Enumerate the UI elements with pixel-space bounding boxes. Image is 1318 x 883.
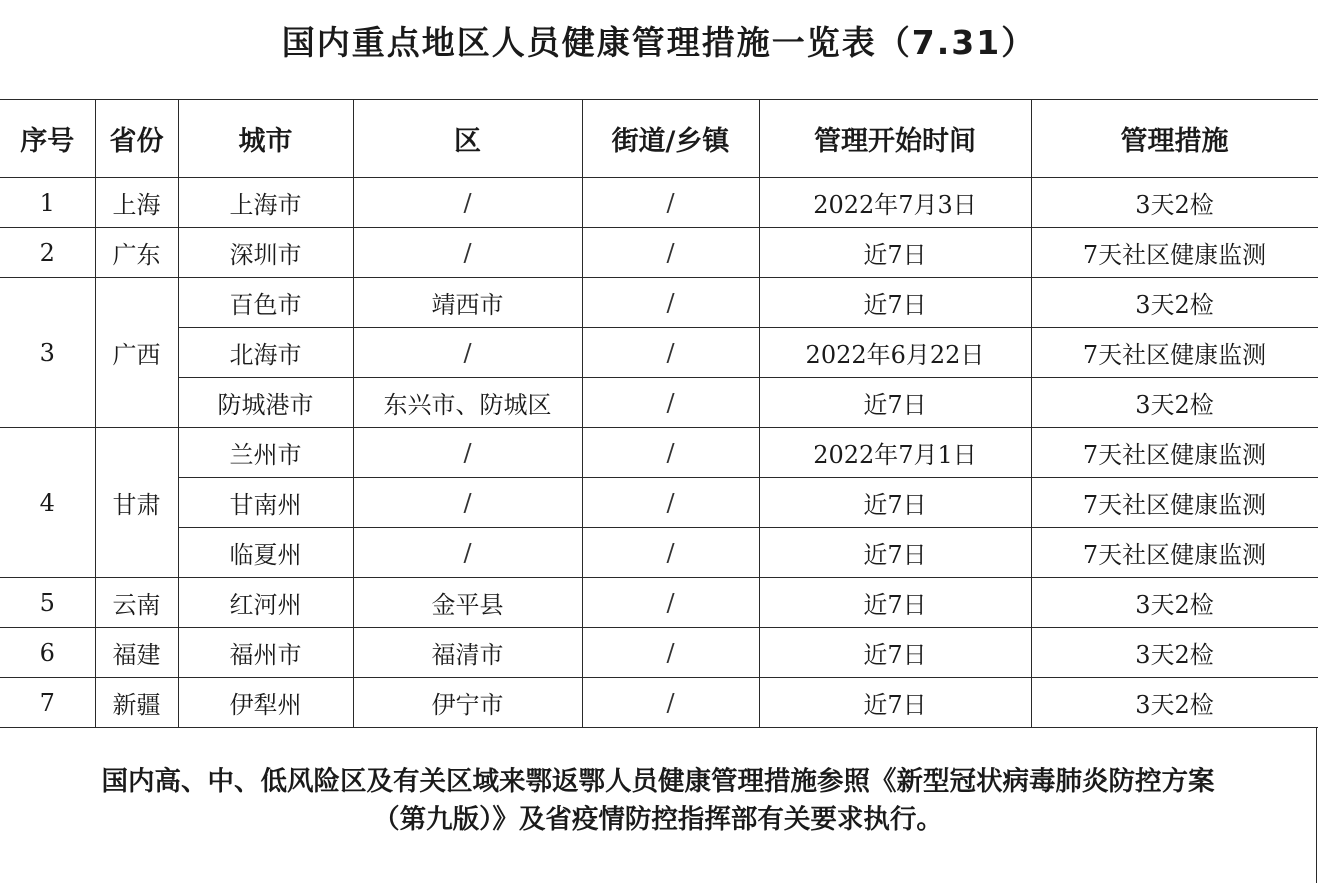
cell-start-time: 近7日 xyxy=(759,228,1031,278)
cell-district: 伊宁市 xyxy=(353,678,582,728)
table-row xyxy=(0,428,1318,478)
cell-city: 防城港市 xyxy=(178,378,353,428)
cell-street: / xyxy=(582,378,759,428)
header-city: 城市 xyxy=(178,100,353,178)
header-street: 街道/乡镇 xyxy=(582,100,759,178)
cell-measure: 3天2检 xyxy=(1031,278,1318,328)
cell-province: 云南 xyxy=(95,578,178,628)
page-title: 国内重点地区人员健康管理措施一览表（7.31） xyxy=(281,23,1037,62)
table-row xyxy=(0,478,1318,528)
cell-province: 福建 xyxy=(95,628,178,678)
cell-street: / xyxy=(582,228,759,278)
cell-no: 7 xyxy=(0,678,95,728)
cell-district: / xyxy=(353,328,582,378)
header-measure: 管理措施 xyxy=(1031,100,1318,178)
cell-city: 临夏州 xyxy=(178,528,353,578)
header-start-time: 管理开始时间 xyxy=(759,100,1031,178)
cell-city: 上海市 xyxy=(178,178,353,228)
header-district: 区 xyxy=(353,100,582,178)
cell-province: 新疆 xyxy=(95,678,178,728)
cell-street: / xyxy=(582,528,759,578)
cell-street: / xyxy=(582,278,759,328)
cell-measure: 7天社区健康监测 xyxy=(1031,428,1318,478)
cell-measure: 7天社区健康监测 xyxy=(1031,528,1318,578)
cell-no: 1 xyxy=(0,178,95,228)
table-row xyxy=(0,178,1318,228)
cell-city: 甘南州 xyxy=(178,478,353,528)
cell-street: / xyxy=(582,628,759,678)
cell-province: 上海 xyxy=(95,178,178,228)
cell-city: 福州市 xyxy=(178,628,353,678)
cell-district: 金平县 xyxy=(353,578,582,628)
table-row xyxy=(0,678,1318,728)
cell-province: 广东 xyxy=(95,228,178,278)
cell-street: / xyxy=(582,178,759,228)
cell-district: / xyxy=(353,478,582,528)
table-row xyxy=(0,328,1318,378)
cell-city: 深圳市 xyxy=(178,228,353,278)
table-row xyxy=(0,278,1318,328)
header-province: 省份 xyxy=(95,100,178,178)
cell-start-time: 2022年7月1日 xyxy=(759,428,1031,478)
cell-district: 东兴市、防城区 xyxy=(353,378,582,428)
table-row xyxy=(0,578,1318,628)
cell-street: / xyxy=(582,678,759,728)
cell-city: 红河州 xyxy=(178,578,353,628)
cell-district: / xyxy=(353,528,582,578)
cell-no: 3 xyxy=(0,278,95,428)
cell-district: / xyxy=(353,428,582,478)
health-measures-table xyxy=(0,99,1318,728)
cell-district: / xyxy=(353,228,582,278)
cell-start-time: 近7日 xyxy=(759,378,1031,428)
footnote-line: （第九版）》及省疫情防控指挥部有关要求执行。 xyxy=(373,804,943,835)
header-no: 序号 xyxy=(0,100,95,178)
cell-measure: 3天2检 xyxy=(1031,178,1318,228)
cell-measure: 3天2检 xyxy=(1031,378,1318,428)
table-row xyxy=(0,628,1318,678)
cell-start-time: 近7日 xyxy=(759,478,1031,528)
cell-measure: 3天2检 xyxy=(1031,678,1318,728)
cell-start-time: 2022年6月22日 xyxy=(759,328,1031,378)
cell-city: 北海市 xyxy=(178,328,353,378)
cell-district: 靖西市 xyxy=(353,278,582,328)
cell-measure: 7天社区健康监测 xyxy=(1031,228,1318,278)
cell-no: 4 xyxy=(0,428,95,578)
cell-start-time: 近7日 xyxy=(759,678,1031,728)
cell-street: / xyxy=(582,478,759,528)
cell-city: 伊犁州 xyxy=(178,678,353,728)
cell-measure: 3天2检 xyxy=(1031,578,1318,628)
cell-no: 5 xyxy=(0,578,95,628)
cell-city: 兰州市 xyxy=(178,428,353,478)
cell-start-time: 近7日 xyxy=(759,628,1031,678)
cell-street: / xyxy=(582,328,759,378)
cell-province: 甘肃 xyxy=(95,428,178,578)
cell-no: 2 xyxy=(0,228,95,278)
cell-measure: 7天社区健康监测 xyxy=(1031,478,1318,528)
cell-start-time: 近7日 xyxy=(759,528,1031,578)
footnote xyxy=(0,727,1317,883)
cell-district: 福清市 xyxy=(353,628,582,678)
table-row xyxy=(0,378,1318,428)
table-header-row xyxy=(0,100,1318,178)
cell-street: / xyxy=(582,578,759,628)
cell-start-time: 近7日 xyxy=(759,578,1031,628)
cell-start-time: 2022年7月3日 xyxy=(759,178,1031,228)
cell-start-time: 近7日 xyxy=(759,278,1031,328)
cell-province: 广西 xyxy=(95,278,178,428)
cell-district: / xyxy=(353,178,582,228)
footnote-line: 国内高、中、低风险区及有关区域来鄂返鄂人员健康管理措施参照《新型冠状病毒肺炎防控方案 xyxy=(101,766,1215,797)
cell-city: 百色市 xyxy=(178,278,353,328)
table-row xyxy=(0,228,1318,278)
cell-measure: 3天2检 xyxy=(1031,628,1318,678)
cell-measure: 7天社区健康监测 xyxy=(1031,328,1318,378)
table-row xyxy=(0,528,1318,578)
footnote-text xyxy=(102,763,1215,847)
cell-street: / xyxy=(582,428,759,478)
cell-no: 6 xyxy=(0,628,95,678)
